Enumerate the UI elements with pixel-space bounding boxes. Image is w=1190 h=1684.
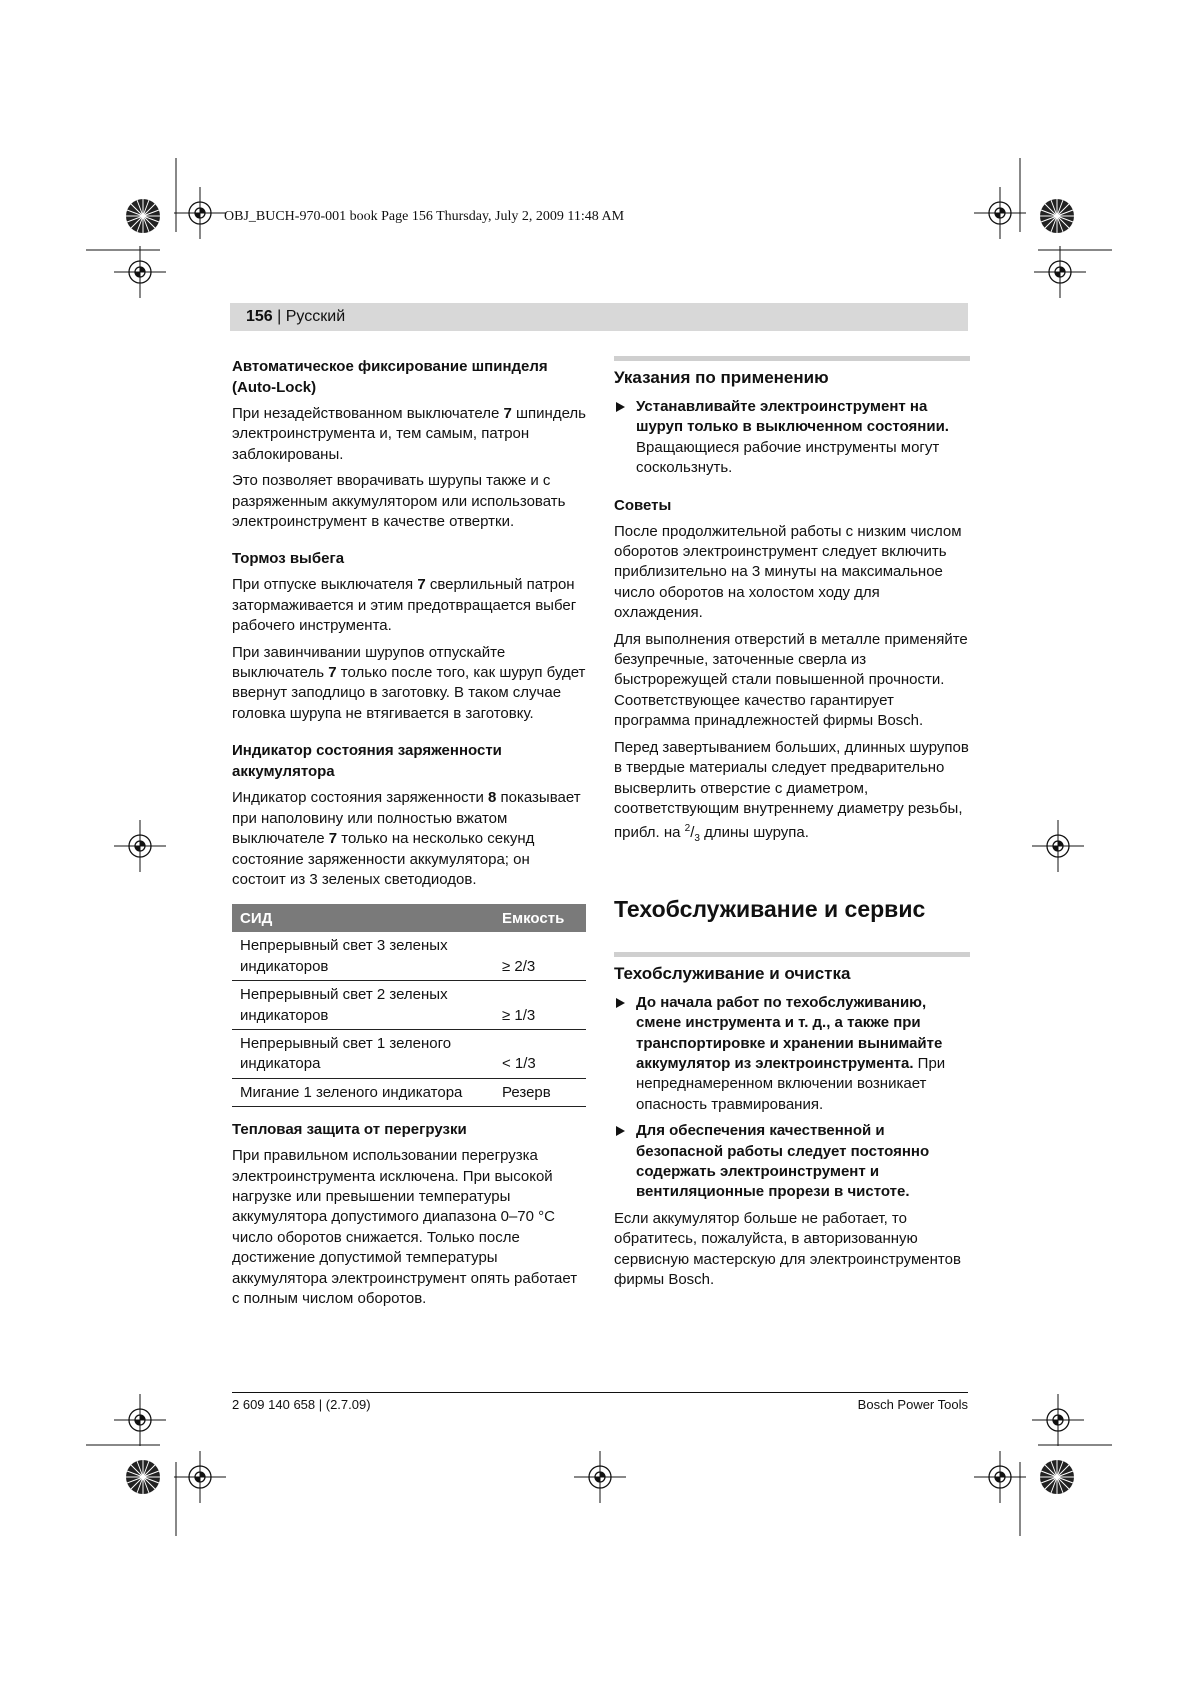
table-header-led: СИД [232,904,494,932]
brake-paragraph-1: При отпуске выключателя 7 сверлильный патрон затормаживается и этим предотвращается выбег рабочего инструмента. [232,576,577,635]
footer-brand: Bosch Power Tools [857,1397,968,1412]
tips-paragraph-3: Перед завертыванием больших, длинных шурупов в твердые материалы следует предварительно высверлить отверстие с диаметром, соответствующим внутреннему диаметру резьбы, прибл. на $^2/_3$ длины шурупа. [614,738,969,845]
indicator-heading: Индикатор состояния заряженности аккумулятора [232,742,502,781]
brake-heading: Тормоз выбега [232,550,345,568]
registration-mark-icon [114,820,166,872]
starburst-mark-icon [1040,199,1074,233]
registration-mark-icon [1034,246,1086,298]
page-number: 156 [246,308,273,325]
print-slug: OBJ_BUCH-970-001 book Page 156 Thursday, July 2, 2009 11:48 AM [224,209,625,224]
registration-mark-icon [1032,1394,1084,1446]
maintenance-heading: Техобслуживание и очистка [614,952,970,985]
indicator-paragraph: Индикатор состояния заряженности 8 показывает при наполовину или полностью вжатом выключателе 7 только на несколько секунд состояние заряженности аккумулятора; он состоит из 3 зеленых светодиодов. [232,789,581,888]
bullet-triangle-icon [616,402,625,412]
led-capacity-table [232,904,586,1107]
tips-paragraph-1: После продолжительной работы с низким числом оборотов электроинструмент следует включить приблизительно на 3 минуты на максимальное число оборотов на холостом ходу для охлаждения. [614,522,962,622]
registration-mark-icon [114,246,166,298]
table-row [232,981,586,1030]
table-cell-capacity: Резерв [494,1078,586,1106]
usage-heading: Указания по применению [614,356,970,389]
starburst-mark-icon [126,199,160,233]
registration-mark-icon [174,1451,226,1503]
table-cell-capacity: ≥ 1/3 [494,981,586,1030]
starburst-mark-icon [126,1460,160,1494]
footer-rule [232,1392,968,1393]
maintenance-paragraph: Если аккумулятор больше не работает, то обратитесь, пожалуйста, в авторизованную сервисную мастерскую для электроинструментов фирмы Bosch. [614,1209,961,1288]
page-header-bar [230,303,968,331]
table-cell-capacity: < 1/3 [494,1029,586,1078]
footer-doc-number: 2 609 140 658 | (2.7.09) [232,1397,371,1412]
registration-mark-icon [574,1451,626,1503]
registration-mark-icon [974,187,1026,239]
table-cell-led: Непрерывный свет 3 зеленых индикаторов [232,932,494,980]
thermal-paragraph: При правильном использовании перегрузка электроинструмента исключена. При высокой нагрузке или превышении температуры аккумулятора допустимого диапазона 0–70 °C число оборотов снижается. Только после достижение допустимой температуры аккумулятора электроинструмент опять работает с полным числом оборотов. [232,1147,578,1307]
tips-paragraph-2: Для выполнения отверстий в металле применяйте безупречные, заточенные сверла из быстрорежущей стали повышенной прочности. Соответствующее качество гарантирует программа принадлежностей фирмы Bosch. [614,630,968,730]
autolock-paragraph-1: При незадействованном выключателе 7 шпиндель электроинструмента и, тем самым, патрон заблокированы. [232,405,586,463]
page-header [246,308,345,326]
maintenance-bullet-1: До начала работ по техобслуживанию, смене инструмента и т. д., а также при транспортировке и хранении вынимайте аккумулятор из электроинструмента. При непреднамеренном включении возникает опасность травмирования. [614,993,970,1115]
bullet-triangle-icon [616,998,625,1008]
left-column [232,356,586,1315]
brake-paragraph-2: При завинчивании шурупов отпускайте выключатель 7 только после того, как шуруп будет ввернут заподлицо в заготовку. В таком случае головка шурупа не втягивается в заготовку. [232,643,586,722]
right-column [614,356,970,1296]
table-row [232,1078,586,1106]
table-cell-led: Мигание 1 зеленого индикатора [232,1078,494,1106]
table-cell-capacity: ≥ 2/3 [494,932,586,980]
autolock-paragraph-2: Это позволяет вворачивать шурупы также и с разряженным аккумулятором или использовать электроинструмент в качестве отвертки. [232,472,566,531]
table-cell-led: Непрерывный свет 2 зеленых индикаторов [232,981,494,1030]
autolock-heading: Автоматическое фиксирование шпинделя (Auto-Lock) [232,358,548,396]
registration-mark-icon [1032,820,1084,872]
table-row [232,932,586,980]
registration-mark-icon [974,1451,1026,1503]
table-cell-led: Непрерывный свет 1 зеленого индикатора [232,1029,494,1078]
registration-mark-icon [114,1394,166,1446]
bullet-triangle-icon [616,1126,625,1136]
page-language: | Русский [277,308,346,325]
thermal-heading: Тепловая защита от перегрузки [232,1121,467,1139]
maintenance-bullet-2: Для обеспечения качественной и безопасной работы следует постоянно содержать электроинструмент и вентиляционные прорези в чистоте. [614,1121,970,1203]
usage-bullet: Устанавливайте электроинструмент на шуруп только в выключенном состоянии. Вращающиеся рабочие инструменты могут соскользнуть. [614,397,970,479]
service-heading: Техобслуживание и сервис [614,895,926,922]
table-row [232,1029,586,1078]
tips-heading: Советы [614,496,672,514]
table-header-capacity: Емкость [494,904,586,932]
registration-mark-icon [174,187,226,239]
starburst-mark-icon [1040,1460,1074,1494]
